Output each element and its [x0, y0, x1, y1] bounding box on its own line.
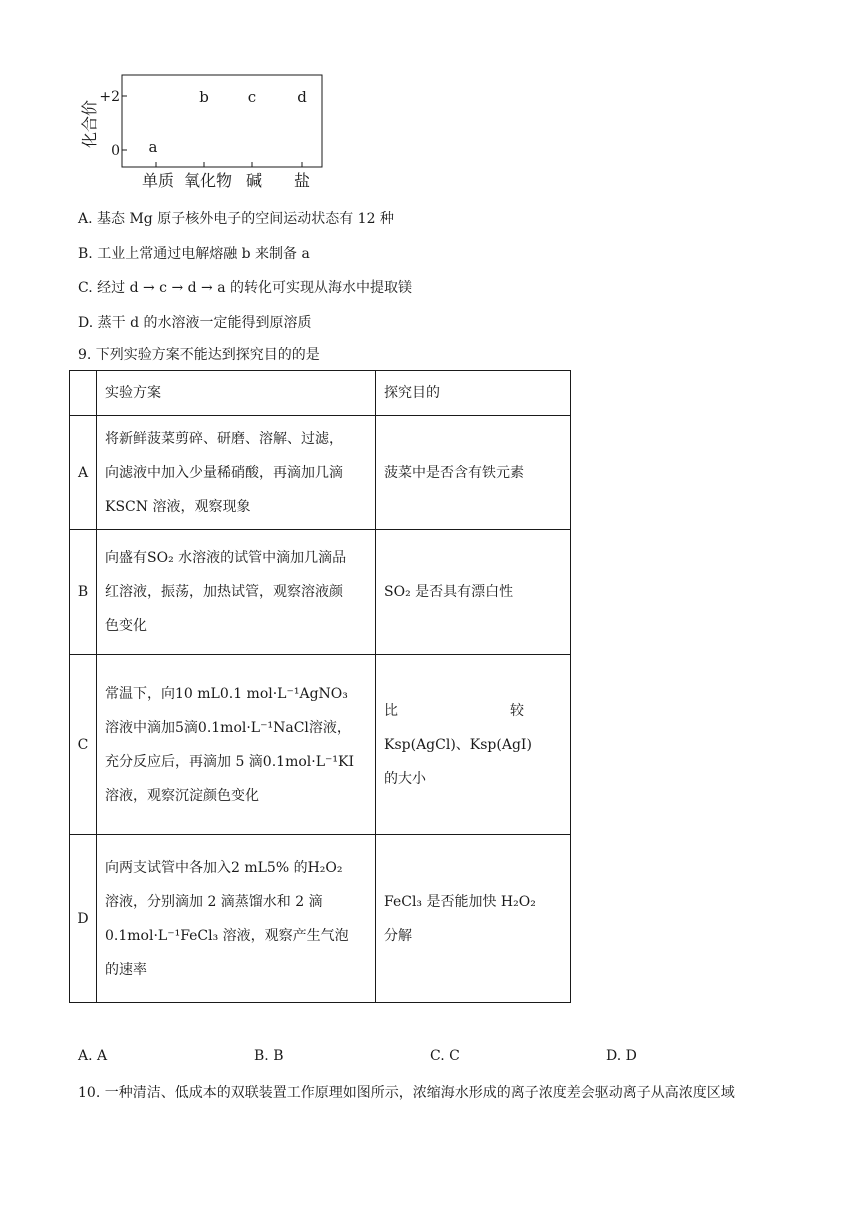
goal-line: 的大小 — [384, 770, 426, 787]
table-row-b — [70, 530, 571, 655]
goal-line: FeCl₃ 是否能加快 H₂O₂ — [384, 893, 536, 910]
q9-answer-c: C. C — [430, 1048, 460, 1064]
plan-line: KSCN 溶液，观察现象 — [105, 498, 251, 515]
goal-line: 比 较 — [384, 702, 524, 719]
plan-line: 溶液，分别滴加 2 滴蒸馏水和 2 滴 — [105, 893, 323, 910]
plan-cell — [97, 835, 376, 1003]
q9-answer-d: D. D — [606, 1048, 637, 1064]
experiment-table — [69, 370, 571, 1003]
goal-cell: SO₂ 是否具有漂白性 — [376, 530, 571, 655]
plan-line: 红溶液，振荡，加热试管，观察溶液颜 — [105, 584, 343, 600]
plan-line: 溶液，观察沉淀颜色变化 — [105, 787, 259, 804]
header-goal: 探究目的 — [376, 371, 571, 416]
row-label: C — [70, 655, 97, 835]
row-label: D — [70, 835, 97, 1003]
point-d: d — [297, 88, 307, 106]
header-empty-cell — [70, 371, 97, 416]
point-c: c — [247, 88, 257, 106]
plan-line: 溶液中滴加5滴0.1mol·L⁻¹NaCl溶液， — [105, 719, 351, 736]
goal-line: Ksp(AgCl)、Ksp(AgI) — [384, 736, 532, 753]
q10-stem: 10. 一种清洁、低成本的双联装置工作原理如图所示，浓缩海水形成的离子浓度差会驱动离子从高浓度区域 — [78, 1085, 735, 1101]
plan-line: 常温下，向10 mL0.1 mol·L⁻¹AgNO₃ — [105, 685, 348, 702]
xcat-label-3: 碱 — [245, 171, 263, 190]
q8-option-c: C. 经过 d → c → d → a 的转化可实现从海水中提取镁 — [78, 280, 413, 296]
goal-cell: 菠菜中是否含有铁元素 — [376, 416, 571, 530]
plan-line: 的速率 — [105, 961, 147, 978]
plan-line: 色变化 — [105, 618, 147, 634]
ytick-label-plus2: +2 — [99, 89, 120, 105]
q8-option-d: D. 蒸干 d 的水溶液一定能得到原溶质 — [78, 315, 312, 331]
q8-option-a: A. 基态 Mg 原子核外电子的空间运动状态有 12 种 — [78, 211, 394, 227]
xcat-label-1: 单质 — [141, 171, 175, 190]
valence-chart — [74, 72, 334, 190]
goal-line: 分解 — [384, 927, 412, 944]
row-label: B — [70, 530, 97, 655]
q9-answer-a: A. A — [78, 1048, 108, 1064]
point-b: b — [199, 88, 209, 106]
chart-ylabel: 化合价 — [80, 99, 99, 149]
plan-line: 0.1mol·L⁻¹FeCl₃ 溶液，观察产生气泡 — [105, 927, 349, 944]
table-row-c — [70, 655, 571, 835]
row-label: A — [70, 416, 97, 530]
goal-cell — [376, 835, 571, 1003]
q9-answer-b: B. B — [254, 1048, 284, 1064]
q8-option-b: B. 工业上常通过电解熔融 b 来制备 a — [78, 246, 310, 262]
plan-cell — [97, 655, 376, 835]
header-plan: 实验方案 — [97, 371, 376, 416]
xcat-label-4: 盐 — [293, 171, 311, 190]
plan-line: 向两支试管中各加入2 mL5% 的H₂O₂ — [105, 859, 343, 876]
xcat-label-2: 氧化物 — [183, 171, 233, 190]
table-header-row — [70, 371, 571, 416]
ytick-label-zero: 0 — [111, 143, 120, 159]
plan-line: 充分反应后，再滴加 5 滴0.1mol·L⁻¹KI — [105, 753, 354, 770]
q9-stem: 9. 下列实验方案不能达到探究目的的是 — [78, 347, 320, 363]
plan-line: 向滤液中加入少量稀硝酸，再滴加几滴 — [105, 464, 343, 481]
plan-cell — [97, 416, 376, 530]
plan-cell — [97, 530, 376, 655]
plan-line: 向盛有SO₂ 水溶液的试管中滴加几滴品 — [105, 550, 347, 566]
point-a: a — [148, 138, 158, 156]
goal-cell — [376, 655, 571, 835]
table-row-d — [70, 835, 571, 1003]
plan-line: 将新鲜菠菜剪碎、研磨、溶解、过滤， — [105, 430, 343, 447]
table-row-a — [70, 416, 571, 530]
